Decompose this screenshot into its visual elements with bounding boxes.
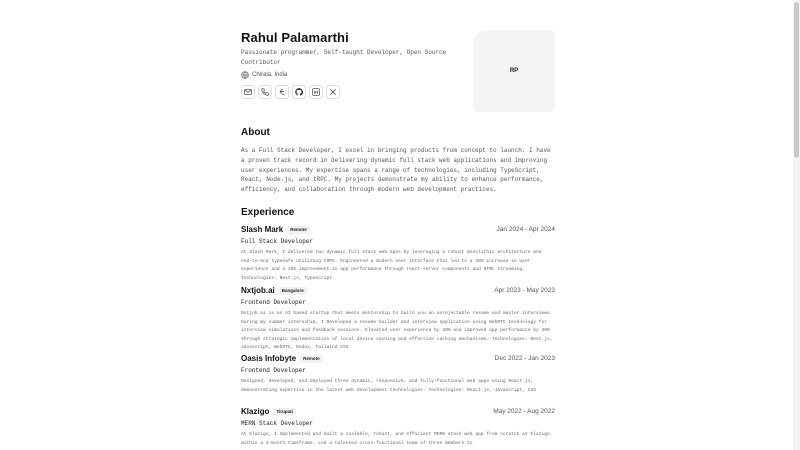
- profile-tagline: Passionate programmer, Self-taught Developer, Open Source Contributor: [241, 49, 447, 66]
- scrollbar-thumb[interactable]: [794, 2, 799, 158]
- leetcode-icon: [278, 88, 286, 96]
- company-label[interactable]: Klazigo: [241, 407, 270, 416]
- job-dates: Dec 2022 - Jan 2023: [494, 355, 555, 362]
- about-text: As a Full Stack Developer, I excel in bringing products from concept to launch. I have a proven track record in delivering dynamic full stack web applications and improving user experiences. My expertise spans a range of technologies, including TypeScript, React, Node.js, and tRPC. My projects demonstrate my ability to enhance performance, efficiency, and collaboration through modern web development practices.: [241, 147, 551, 194]
- linkedin-icon: [312, 88, 320, 96]
- location-label: Chirala, India: [252, 72, 288, 78]
- job-description: At Slash Mark, I delivered two dynamic full stack web apps by leveraging a robust monolithic architecture and end-to-end typesafe utilizing tRPC. Engineered a modern user interface that led to a 30% increase in user experience and a 15% improvement in app performance through react-server components and HTML streaming. Technologies: Next.js, TypeScript: [241, 250, 542, 281]
- experience-item: [241, 407, 555, 446]
- email-button[interactable]: [241, 85, 255, 99]
- company-name: [241, 407, 296, 416]
- profile-name: Rahul Palamarthi: [241, 30, 349, 45]
- about-heading: About: [241, 127, 270, 138]
- job-role: MERN Stack Developer: [241, 420, 314, 427]
- job-description: Nxtjob.ai is an AI based startup that meets mentorship to build you an unrejectable resume and master interviews. During my summer internship, I Developed a resume builder and interview application using WebRTC technology for interview simulations and feedback sessions. Elevated user experience by 30% and improved app performance by 40% through strategic implementation of local device caching and effective caching mechanisms. Technologies: Next.js, Javascript, WebRTC, Redux, Tailwind CSS: [241, 311, 553, 351]
- job-description: Designed, developed, and deployed three dynamic, responsive, and fully-functional web apps using React.js, demonstrating expertise in the latest web development technologies. Technologies: React.js, Javascript, CSS: [241, 379, 536, 393]
- profile-location[interactable]: [241, 71, 287, 79]
- job-role: Frontend Developer: [241, 367, 306, 374]
- location-badge: Remote: [300, 355, 323, 363]
- experience-item: [241, 225, 555, 281]
- page-scrollbar[interactable]: [793, 0, 800, 450]
- company-label[interactable]: Nxtjob.ai: [241, 286, 275, 295]
- job-dates: Apr 2023 - May 2023: [494, 287, 555, 294]
- company-label[interactable]: Slash Mark: [241, 225, 284, 234]
- location-badge: Remote: [287, 226, 310, 234]
- company-name: [241, 225, 310, 234]
- job-description: At Klazigo, I Implemented and built a scalable, robust, and efficient MERN stack web app from scratch at Klazigo within a 3-month timeframe. Led a talented cross-functional team of three members to: [241, 432, 550, 446]
- experience-item: [241, 286, 555, 351]
- experience-heading: Experience: [241, 207, 295, 218]
- leetcode-button[interactable]: [275, 85, 289, 99]
- avatar: RP: [473, 30, 555, 112]
- resume-page: [241, 0, 555, 446]
- github-icon: [295, 88, 303, 96]
- experience-item: [241, 354, 555, 393]
- x-icon: [329, 88, 337, 96]
- job-role: Frontend Developer: [241, 299, 306, 306]
- job-role: Full Stack Developer: [241, 238, 314, 245]
- location-badge: Tirupati: [273, 408, 295, 416]
- company-name: [241, 354, 323, 363]
- mail-icon: [244, 88, 252, 96]
- job-dates: May 2022 - Aug 2022: [493, 408, 555, 415]
- location-badge: Bangalore: [279, 287, 307, 295]
- company-label[interactable]: Oasis Infobyte: [241, 354, 297, 363]
- globe-icon: [241, 71, 249, 79]
- github-button[interactable]: [292, 85, 306, 99]
- profile-header: [241, 0, 555, 112]
- company-name: [241, 286, 307, 295]
- phone-button[interactable]: [258, 85, 272, 99]
- linkedin-button[interactable]: [309, 85, 323, 99]
- x-button[interactable]: [326, 85, 340, 99]
- contact-links: [241, 85, 340, 99]
- phone-icon: [261, 88, 269, 96]
- job-dates: Jan 2024 - Apr 2024: [496, 226, 555, 233]
